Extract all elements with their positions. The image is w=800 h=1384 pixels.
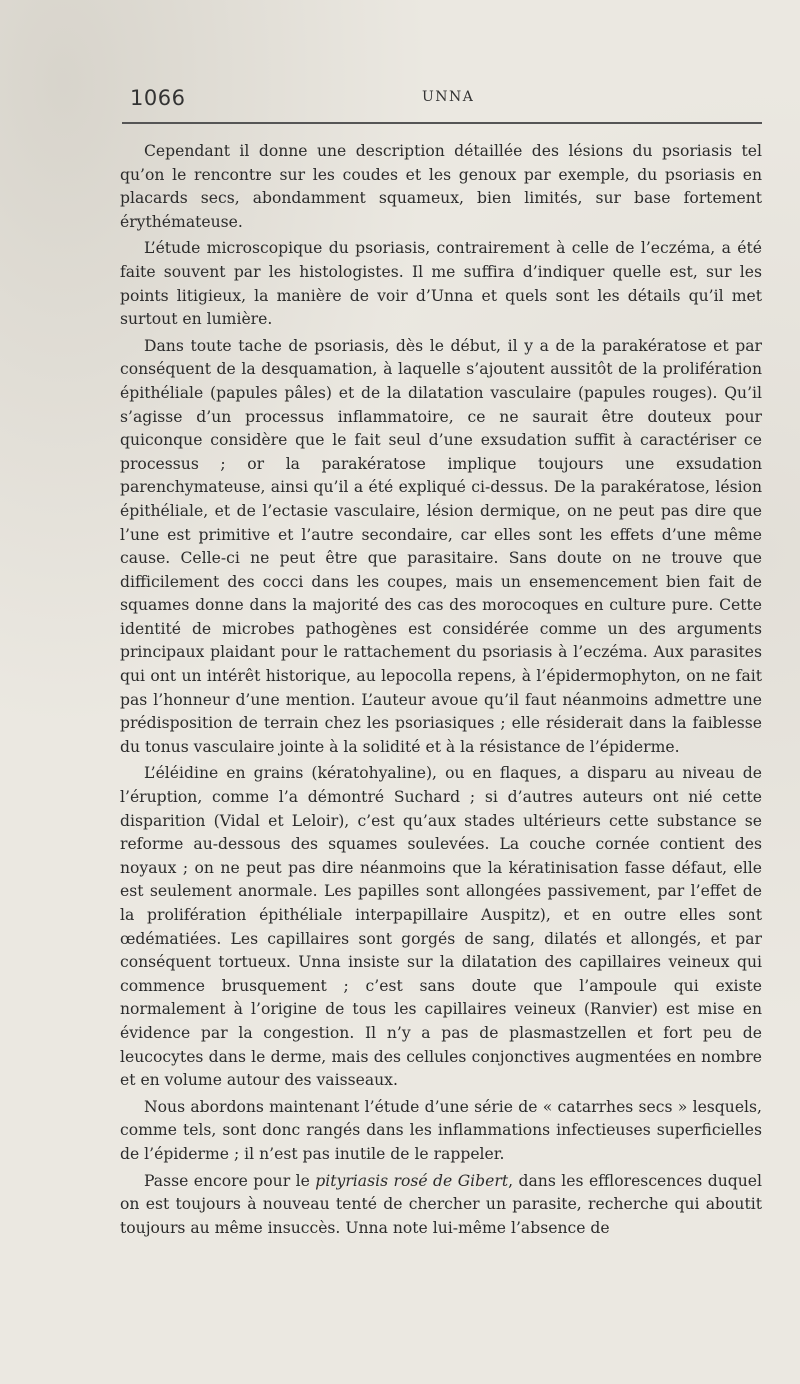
paragraph-text: Passe encore pour le (144, 1171, 316, 1190)
paragraph: Cependant il donne une description détaillée des lésions du psoriasis tel qu’on le rencontre sur les coudes et les genoux par exemple, du psoriasis en placards secs, abondamment squameux, bien limités, sur base fortement érythémateuse. (120, 142, 762, 231)
page-number: 1066 (130, 86, 186, 110)
paragraph: L’éléidine en grains (kératohyaline), ou en flaques, a disparu au niveau de l’éruption, comme l’a démontré Suchard ; si d’autres auteurs ont nié cette disparition (Vidal et Leloir), c’est qu’aux stades ultérieurs cette substance se reforme au-dessous des squames soulevées. La couche cornée contient des noyaux ; on ne peut pas dire néanmoins que la kératinisation fasse défaut, elle est seulement anormale. Les papilles sont allongées passivement, par l’effet de la prolifération épithéliale interpapillaire Auspitz), et en outre elles sont œdématiées. Les capillaires sont gorgés de sang, dilatés et allongés, et par conséquent tortueux. Unna insiste sur la dilatation des capillaires veineux qui commence brusquement ; c’est sans doute que l’ampoule qui existe normalement à l’origine de tous les capillaires veineux (Ranvier) est mise en évidence par la congestion. Il n’y a pas de plasmastzellen et fort peu de leucocytes dans le derme, mais des cellules conjonctives augmentées en nombre et en volume autour des vaisseaux. (120, 764, 762, 1090)
header-rule (122, 122, 762, 124)
paragraph (120, 1170, 762, 1241)
running-title: UNNA (422, 89, 475, 105)
page-header (118, 86, 764, 110)
paragraph: Nous abordons maintenant l’étude d’une série de « catarrhes secs » lesquels, comme tels, sont donc rangés dans les inflammations infectieuses superficielles de l’épiderme ; il n’est pas inutile de le rappeler. (120, 1097, 762, 1163)
paragraph: L’étude microscopique du psoriasis, contrairement à celle de l’eczéma, a été faite souvent par les histologistes. Il me suffira d’indiquer quelle est, sur les points litigieux, la manière de voir d’Unna et quels sont les détails qu’il met surtout en lumière. (120, 239, 762, 329)
italic-term: pityriasis rosé de Gibert (315, 1171, 509, 1190)
body-text (120, 140, 762, 1243)
paragraph-text: , dans les efflorescences duquel on est toujours à nouveau tenté de chercher un parasite, recherche qui aboutit toujours au même insuccès. Unna note lui-même l’absence de (120, 1171, 762, 1237)
paragraph: Dans toute tache de psoriasis, dès le début, il y a de la parakératose et par conséquent de la desquamation, à laquelle s’ajoutent aussitôt de la prolifération épithéliale (papules pâles) et de la dilatation vasculaire (papules rouges). Qu’il s’agisse d’un processus inflammatoire, ce ne saurait être douteux pour quiconque considère que le fait seul d’une exsudation suffit à caractériser ce processus ; or la parakératose implique toujours une exsudation parenchymateuse, ainsi qu’il a été expliqué ci-dessus. De la parakératose, lésion épithéliale, et de l’ectasie vasculaire, lésion dermique, on ne peut pas dire que l’une est primitive et l’autre secondaire, car elles sont les effets d’une même cause. Celle-ci ne peut être que parasitaire. Sans doute on ne trouve que difficilement des cocci dans les coupes, mais un ensemencement bien fait de squames donne dans la majorité des cas des morocoques en culture pure. Cette identité de microbes pathogènes est considérée comme un des arguments principaux plaidant pour le rattachement du psoriasis à l’eczéma. Aux parasites qui ont un intérêt historique, au lepocolla repens, à l’épidermophyton, on ne fait pas l’honneur d’une mention. L’auteur avoue qu’il faut néanmoins admettre une prédisposition de terrain chez les psoriasiques ; elle résiderait dans la faiblesse du tonus vasculaire jointe à la solidité et à la résistance de l’épiderme. (120, 336, 762, 756)
